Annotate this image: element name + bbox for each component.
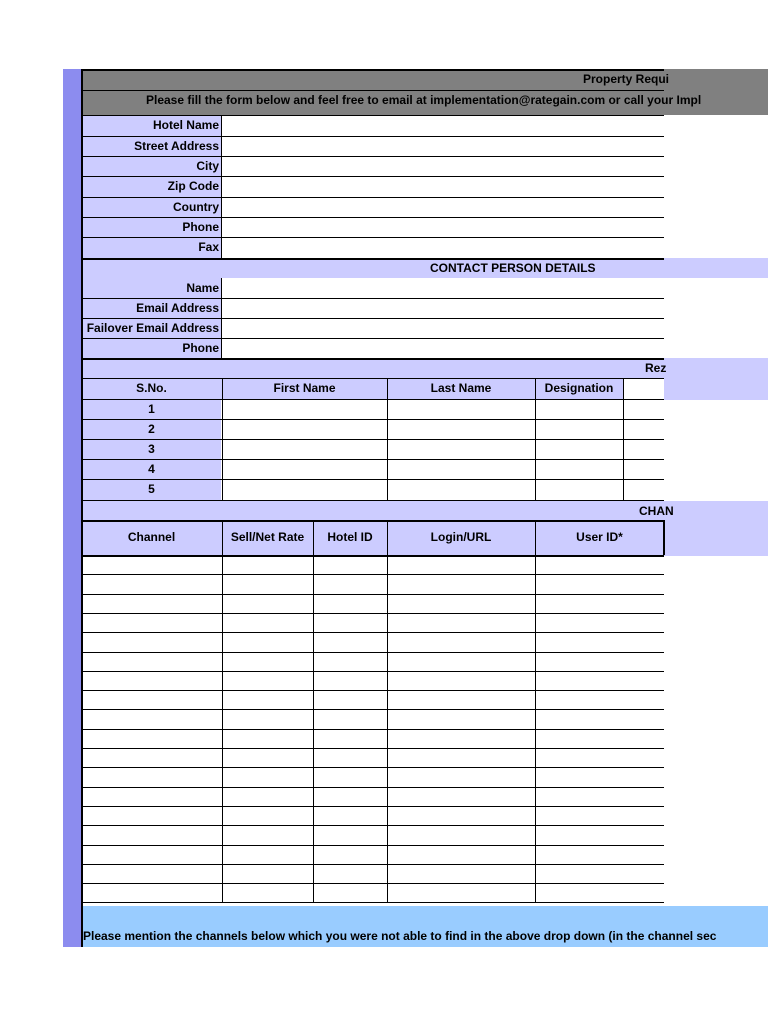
channel-cell-input[interactable] — [222, 652, 313, 671]
channel-cell-input[interactable] — [313, 864, 387, 883]
channel-cell-input[interactable] — [313, 652, 387, 671]
channel-band-extension — [664, 501, 768, 556]
rez-cell-input[interactable] — [222, 439, 387, 459]
channel-cell-input[interactable] — [81, 555, 222, 574]
channel-cell-input[interactable] — [81, 690, 222, 709]
channel-cell-input[interactable] — [222, 729, 313, 748]
hotel-field-label: Country — [173, 200, 219, 214]
channel-cell-input[interactable] — [535, 825, 664, 845]
rez-cell-input[interactable] — [623, 399, 664, 419]
channel-cell-input[interactable] — [313, 632, 387, 652]
channel-cell-input[interactable] — [535, 883, 664, 902]
sheet-instructions: Please fill the form below and feel free to email at implementation@rategain.com or call your Impl — [146, 93, 702, 107]
channel-column-header: User ID* — [576, 530, 623, 544]
rez-cell-input[interactable] — [535, 439, 623, 459]
channel-cell-input[interactable] — [222, 671, 313, 690]
hotel-field-label: Hotel Name — [152, 118, 219, 132]
rez-cell-input[interactable] — [222, 479, 387, 500]
grid-line — [81, 358, 664, 360]
channel-cell-input[interactable] — [387, 845, 535, 864]
channel-cell-input[interactable] — [222, 574, 313, 594]
channel-section-header — [81, 500, 674, 520]
rez-cell-input[interactable] — [387, 459, 535, 479]
contact-band-extension — [664, 258, 768, 278]
hotel-field-input[interactable] — [222, 197, 664, 217]
contact-field-input[interactable] — [222, 318, 664, 338]
channel-cell-input[interactable] — [387, 709, 535, 729]
channel-cell-input[interactable] — [313, 883, 387, 902]
channel-cell-input[interactable] — [535, 574, 664, 594]
rez-section-title: Rez — [645, 361, 667, 375]
channel-cell-input[interactable] — [81, 632, 222, 652]
channel-cell-input[interactable] — [387, 806, 535, 825]
title-row — [81, 69, 670, 90]
channel-column-header: Channel — [127, 530, 176, 544]
rez-cell-input[interactable] — [623, 419, 664, 439]
channel-cell-input[interactable] — [387, 632, 535, 652]
channel-cell-input[interactable] — [535, 787, 664, 806]
channel-column-header: Hotel ID — [327, 530, 373, 544]
grid-line — [81, 90, 664, 91]
channel-cell-input[interactable] — [81, 787, 222, 806]
channel-cell-input[interactable] — [535, 748, 664, 767]
channel-cell-input[interactable] — [222, 883, 313, 902]
contact-field-label: Email Address — [136, 301, 219, 315]
channel-cell-input[interactable] — [313, 845, 387, 864]
channel-cell-input[interactable] — [313, 594, 387, 613]
hotel-field-label: Zip Code — [167, 179, 219, 193]
channel-cell-input[interactable] — [313, 787, 387, 806]
grid-line — [81, 69, 664, 71]
channel-cell-input[interactable] — [81, 652, 222, 671]
channel-cell-input[interactable] — [387, 574, 535, 594]
rez-cell-input[interactable] — [535, 459, 623, 479]
rez-column-header: Designation — [544, 381, 614, 395]
hotel-field-input[interactable] — [222, 136, 664, 156]
rez-cell-input[interactable] — [535, 419, 623, 439]
channel-cell-input[interactable] — [313, 767, 387, 787]
rez-cell-input[interactable] — [222, 419, 387, 439]
channel-cell-input[interactable] — [535, 806, 664, 825]
rez-band-extension — [664, 358, 768, 400]
channel-cell-input[interactable] — [387, 690, 535, 709]
channel-cell-input[interactable] — [387, 748, 535, 767]
subtitle-row — [81, 90, 702, 115]
channel-cell-input[interactable] — [313, 748, 387, 767]
contact-field-label: Failover Email Address — [86, 321, 219, 335]
contact-section-title: CONTACT PERSON DETAILS — [430, 261, 596, 275]
channel-cell-input[interactable] — [81, 845, 222, 864]
channel-cell-input[interactable] — [535, 632, 664, 652]
rez-cell-input[interactable] — [387, 439, 535, 459]
rez-column-header: S.No. — [136, 381, 167, 395]
contact-field-input[interactable] — [222, 338, 664, 358]
channel-cell-input[interactable] — [387, 767, 535, 787]
rez-cell-input[interactable] — [387, 479, 535, 500]
channel-cell-input[interactable] — [313, 671, 387, 690]
channel-cell-input[interactable] — [535, 845, 664, 864]
channel-cell-input[interactable] — [535, 671, 664, 690]
contact-field-label: Name — [186, 281, 219, 295]
channel-cell-input[interactable] — [81, 825, 222, 845]
channel-cell-input[interactable] — [387, 787, 535, 806]
channel-cell-input[interactable] — [81, 574, 222, 594]
channel-cell-input[interactable] — [81, 806, 222, 825]
channel-cell-input[interactable] — [313, 690, 387, 709]
hotel-field-label: Fax — [198, 240, 219, 254]
property-requirement-sheet — [81, 69, 702, 947]
hotel-field-input[interactable] — [222, 115, 664, 136]
channel-cell-input[interactable] — [387, 555, 535, 574]
channel-cell-input[interactable] — [387, 883, 535, 902]
hotel-field-input[interactable] — [222, 156, 664, 176]
channel-cell-input[interactable] — [535, 594, 664, 613]
rez-cell-input[interactable] — [387, 419, 535, 439]
channel-cell-input[interactable] — [81, 709, 222, 729]
channel-cell-input[interactable] — [313, 709, 387, 729]
channel-cell-input[interactable] — [535, 613, 664, 632]
hotel-field-input[interactable] — [222, 217, 664, 237]
channel-cell-input[interactable] — [387, 729, 535, 748]
channel-cell-input[interactable] — [81, 748, 222, 767]
channel-cell-input[interactable] — [313, 825, 387, 845]
hotel-field-input[interactable] — [222, 176, 664, 197]
rez-section-header — [81, 358, 667, 378]
footer-note: Please mention the channels below which you were not able to find in the above drop down (in the channel sec — [83, 929, 717, 943]
rez-row-number: 2 — [148, 422, 155, 436]
channel-cell-input[interactable] — [222, 555, 313, 574]
channel-cell-input[interactable] — [81, 671, 222, 690]
channel-cell-input[interactable] — [535, 555, 664, 574]
contact-field-input[interactable] — [222, 298, 664, 318]
contact-field-label: Phone — [182, 341, 219, 355]
channel-cell-input[interactable] — [222, 787, 313, 806]
rez-cell-input[interactable] — [623, 479, 664, 500]
channel-column-header: Sell/Net Rate — [230, 530, 305, 544]
channel-cell-input[interactable] — [222, 594, 313, 613]
rez-row-number: 4 — [148, 462, 155, 476]
channel-cell-input[interactable] — [222, 864, 313, 883]
rez-cell-input[interactable] — [222, 459, 387, 479]
channel-cell-input[interactable] — [535, 652, 664, 671]
channel-column-header: Login/URL — [430, 530, 492, 544]
rez-cell-input[interactable] — [222, 399, 387, 419]
contact-section-header — [81, 258, 664, 278]
channel-cell-input[interactable] — [222, 748, 313, 767]
channel-cell-input[interactable] — [535, 729, 664, 748]
rez-cell-input[interactable] — [623, 439, 664, 459]
channel-cell-input[interactable] — [387, 864, 535, 883]
channel-cell-input[interactable] — [81, 594, 222, 613]
channel-cell-input[interactable] — [222, 632, 313, 652]
channel-cell-input[interactable] — [313, 806, 387, 825]
rez-cell-input[interactable] — [387, 399, 535, 419]
channel-cell-input[interactable] — [81, 864, 222, 883]
channel-cell-input[interactable] — [81, 613, 222, 632]
sheet-title: Property Requi — [583, 72, 670, 86]
rez-cell-input[interactable] — [535, 479, 623, 500]
rez-row-number: 3 — [148, 442, 155, 456]
left-accent-bar — [63, 69, 81, 947]
channel-cell-input[interactable] — [81, 729, 222, 748]
channel-cell-input[interactable] — [222, 806, 313, 825]
channel-cell-input[interactable] — [387, 652, 535, 671]
channel-cell-input[interactable] — [222, 690, 313, 709]
channel-cell-input[interactable] — [313, 574, 387, 594]
channel-cell-input[interactable] — [313, 729, 387, 748]
channel-cell-input[interactable] — [222, 767, 313, 787]
channel-cell-input[interactable] — [81, 767, 222, 787]
hotel-field-input[interactable] — [222, 237, 664, 258]
channel-cell-input[interactable] — [313, 555, 387, 574]
rez-row-number: 5 — [148, 482, 155, 496]
channel-cell-input[interactable] — [387, 613, 535, 632]
channel-cell-input[interactable] — [222, 613, 313, 632]
channel-cell-input[interactable] — [535, 690, 664, 709]
channel-cell-input[interactable] — [535, 709, 664, 729]
channel-cell-input[interactable] — [387, 594, 535, 613]
contact-field-input[interactable] — [222, 278, 664, 298]
rez-column-header: Last Name — [430, 381, 492, 395]
rez-cell-input[interactable] — [535, 399, 623, 419]
channel-section-title: CHAN — [639, 504, 674, 518]
channel-cell-input[interactable] — [81, 883, 222, 902]
hotel-field-label: Street Address — [134, 139, 219, 153]
grid-line — [81, 520, 664, 522]
channel-cell-input[interactable] — [222, 845, 313, 864]
channel-cell-input[interactable] — [387, 671, 535, 690]
channel-cell-input[interactable] — [535, 864, 664, 883]
channel-cell-input[interactable] — [387, 825, 535, 845]
rez-column-header: First Name — [273, 381, 336, 395]
hotel-field-label: Phone — [182, 220, 219, 234]
grid-line — [81, 378, 664, 379]
grid-line — [81, 500, 664, 501]
grid-line — [81, 902, 664, 903]
rez-cell-input[interactable] — [623, 459, 664, 479]
grid-line — [81, 258, 664, 260]
rez-row-number: 1 — [148, 402, 155, 416]
channel-cell-input[interactable] — [222, 709, 313, 729]
channel-cell-input[interactable] — [313, 613, 387, 632]
hotel-field-label: City — [196, 159, 219, 173]
channel-cell-input[interactable] — [222, 825, 313, 845]
channel-cell-input[interactable] — [535, 767, 664, 787]
